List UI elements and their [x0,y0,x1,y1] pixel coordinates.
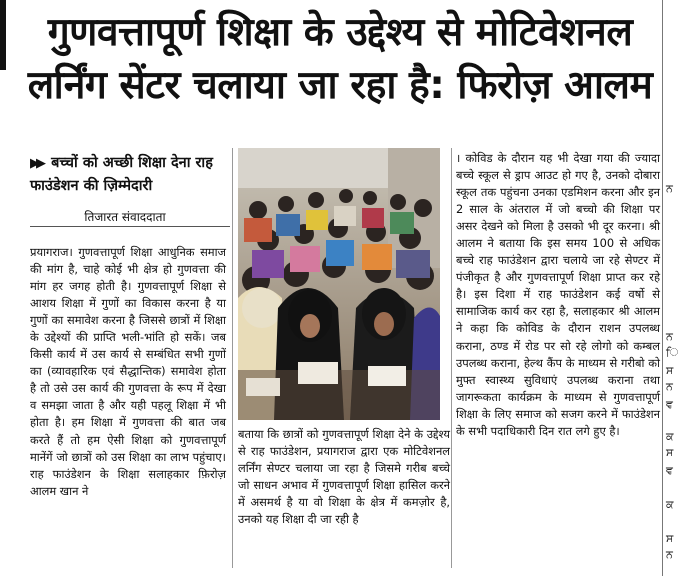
article-headline [20,6,660,112]
adjacent-column-edge [0,0,6,70]
sub-headline [30,152,230,197]
article-column-1: प्रयागराज। गुणवत्तापूर्ण शिक्षा आधुनिक समाज की मांग है, चाहे कोई भी क्षेत्र हो गुणवत्ता की मांग हर जगह होती है। गुणवत्तापूर्ण शिक्षा से आशय शिक्षा में गुणों का विकास करना है या गुणों का समावेश करना है जिससे छात्रों में शिक्षा के उद्देश्यों की प्राप्ति भली-भांति हो सकें। जब किसी कार्य में उस कार्य से सम्बंधित सभी गुणों का (व्यावहारिक एवं सैद्धान्तिक) समावेश होता है तो उसे उस कार्य की गुणवत्ता के रूप में देखा व समझा जाता है और यही पहलू शिक्षा में भी होता है। हम शिक्षा में गुणवत्ता की बात जब करते हैं तो हम ऐसी शिक्षा को गुणवत्तापूर्ण मानेंगें जो छात्रों को उस शिक्षा का लाभ पहुंचाए। राह फाउंडेशन के शिक्षा सलाहकार फ़िरोज़ आलम खान ने [30,245,226,498]
double-arrow-icon: ▶▶ [30,156,42,171]
byline-divider [30,226,230,227]
article-column-3: । कोविड के दौरान यह भी देखा गया की ज्यादा बच्चे स्कूल से ड्राप आउट हो गए है, उनको दोबारा स्कूल तक पहुंचना उनका एडमिशन करना और इन 2 साल के अंतराल में जो बच्चो की शिक्षा पर असर देखने को मिला है उसको भी दूर करना। श्री आलम ने बताया कि इस समय 100 से अधिक बच्चे राह फाउंडेशन द्वारा चलाये जा रहे सेण्टर में पंजीकृत है और गुणवत्तापूर्ण शिक्षा प्राप्त कर रहे है। इस दिशा में राह फाउंडेशन कई वर्षो से सामाजिक कार्य कर रहा है, सलाहकार श्री आलम ने कहा कि कोविड के दौरान राशन उपलब्ध कराना, ठण्ड में रोड पर सो रहे लोगो को कम्बल उपलब्ध कराना, हेल्थ कैंप के माध्यम से गरीबो को मुफ्त स्वास्थ्य सुविधाएं उपलब्ध कराना तथा जागरूकता कार्यक्रम के माध्यम से गुणवत्तापूर्ण शिक्षा के लिए समाज को सजग करने में फाउंडेशन के सभी पदाधिकारी दिन रात लगे हुए है। [456,151,660,438]
byline: तिजारत संवाददाता [84,210,166,224]
adjacent-column-fragment: ਨ ਨ ਿ ਸ ਨ ਵ ਕ ਸ ਵ ਕ ਸ ਨ [662,0,678,576]
classroom-photo-illustration [238,148,440,420]
headline-line-1: गुणवत्तापूर्ण शिक्षा के उद्देश्य से मोटिवेशनल [47,10,633,55]
classroom-photo [238,148,440,420]
article-column-2: बताया कि छात्रों को गुणवत्तापूर्ण शिक्षा देने के उद्देश्य से राह फाउंडेशन, प्रयागराज द्वारा एक मोटिवेशनल लर्निंग सेण्टर चलाया जा रहा है जिसमे गरीब बच्चे जो साधन अभाव में गुणवत्तापूर्ण शिक्षा हासिल करने में असमर्थ है या वो शिक्षा के क्षेत्र में कमज़ोर है, उनको यह शिक्षा दी जा रही है [238,427,450,527]
sub-headline-text: बच्चों को अच्छी शिक्षा देना राह फाउंडेशन की ज़िम्मेदारी [30,155,213,194]
headline-line-2: लर्निंग सेंटर चलाया जा रहा है: फिरोज़ आलम [27,63,653,108]
column-divider [232,148,233,568]
column-divider [451,148,452,568]
